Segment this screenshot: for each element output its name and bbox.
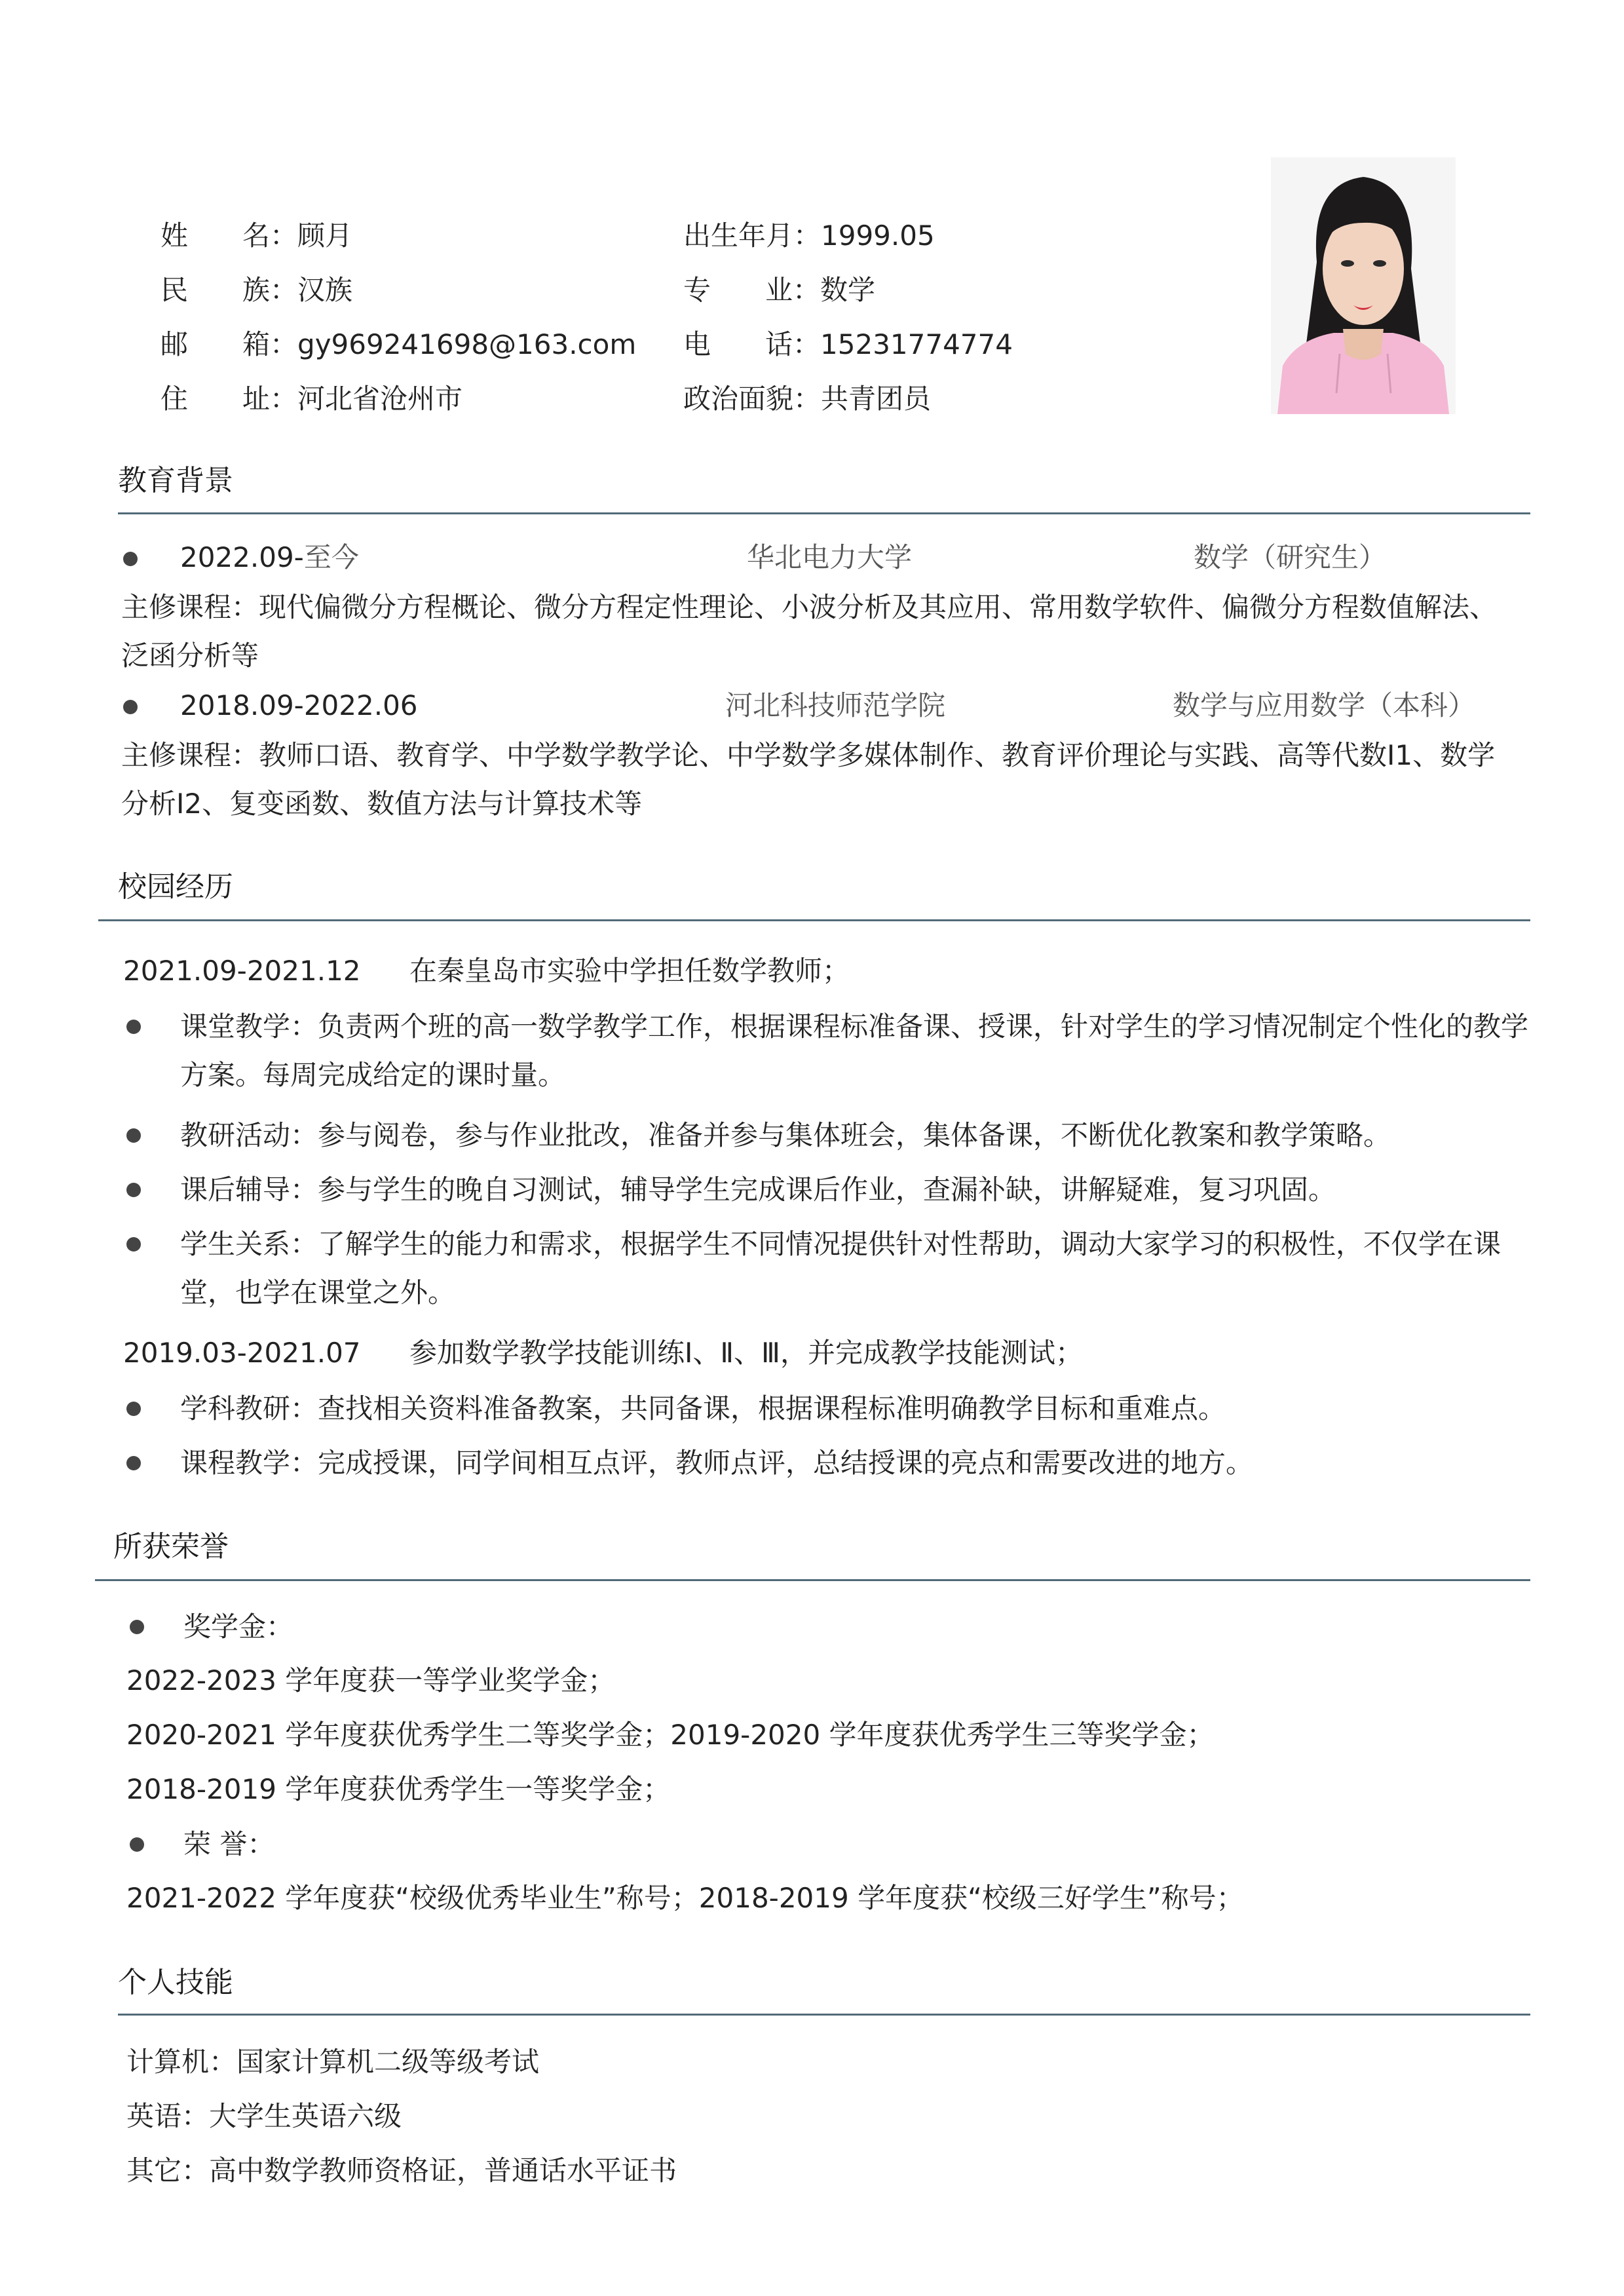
skills-heading: 个人技能: [118, 1966, 233, 1999]
exp-period: 2019.03-2021.07: [123, 1337, 361, 1369]
bullet-icon: [126, 1237, 141, 1252]
portrait-illustration: [1271, 157, 1456, 414]
exp-item: 课堂教学：负责两个班的高一数学教学工作，根据课程标准备课、授课，针对学生的学习情况制定个性化的教学方案。每周完成给定的课时量。: [180, 1010, 1529, 1091]
major-field: 业：数学: [765, 274, 876, 306]
scholarship-line: 2020-2021 学年度获优秀学生二等奖学金；2019-2020 学年度获优秀学生三等奖学金；: [126, 1719, 1215, 1751]
edu-period: 2018.09-2022.06: [180, 689, 418, 721]
exp-item: 课程教学：完成授课，同学间相互点评，教师点评，总结授课的亮点和需要改进的地方。: [180, 1447, 1254, 1479]
skill-item: 英语：大学生英语六级: [126, 2100, 402, 2132]
honor-line: 2021-2022 学年度获“校级优秀毕业生”称号；2018-2019 学年度获“校级三好学生”称号；: [126, 1882, 1244, 1914]
name-value: 顾月: [297, 220, 353, 252]
exp-item: 课后辅导：参与学生的晚自习测试，辅导学生完成课后作业，查漏补缺，讲解疑难，复习巩固。: [180, 1174, 1336, 1206]
edu-courses: 主修课程：教师口语、教育学、中学数学教学论、中学数学多媒体制作、教育评价理论与实践、高等代数Ⅰ1、数学分析Ⅰ2、复变函数、数值方法与计算技术等: [121, 739, 1496, 820]
exp-item: 学科教研：查找相关资料准备教案，共同备课，根据课程标准明确教学目标和重难点。: [180, 1392, 1226, 1425]
honor-label: 荣 誉：: [183, 1828, 275, 1860]
bullet-icon: [126, 1402, 141, 1416]
honors-divider: [95, 1579, 1530, 1581]
bullet-icon: [126, 1020, 141, 1034]
bullet-icon: [130, 1837, 144, 1852]
phone-field: 话：15231774774: [765, 328, 1013, 360]
edu-degree: 数学（研究生）: [1194, 541, 1387, 573]
skill-item: 其它：高中数学教师资格证，普通话水平证书: [126, 2154, 677, 2187]
bullet-icon: [130, 1620, 144, 1634]
bullet-icon: [123, 552, 138, 566]
email-field: 箱：gy969241698@163.com: [242, 328, 637, 360]
major-label: 专: [683, 274, 711, 306]
bullet-icon: [126, 1128, 141, 1143]
edu-degree: 数学与应用数学（本科）: [1173, 689, 1476, 721]
phone-value: 15231774774: [820, 328, 1013, 360]
address-label: 住: [161, 383, 189, 415]
ethnicity-field: 族：汉族: [242, 274, 353, 306]
name-label-2: 名：顾月: [242, 220, 353, 252]
ethnicity-label: 民: [161, 274, 189, 306]
edu-school: 河北科技师范学院: [725, 689, 946, 721]
honors-heading: 所获荣誉: [113, 1530, 229, 1563]
address-field: 址：河北省沧州市: [242, 383, 463, 415]
scholarship-line: 2022-2023 学年度获一等学业奖学金；: [126, 1664, 616, 1696]
education-divider: [118, 512, 1530, 514]
politics-value: 共青团员: [821, 383, 932, 415]
bullet-icon: [126, 1183, 141, 1197]
address-value: 河北省沧州市: [297, 383, 463, 415]
exp-title: 在秦皇岛市实验中学担任数学教师；: [409, 955, 850, 987]
exp-item: 教研活动：参与阅卷，参与作业批改，准备并参与集体班会，集体备课，不断优化教案和教学策略。: [180, 1119, 1391, 1151]
scholarship-label: 奖学金：: [183, 1611, 294, 1643]
edu-period: 2022.09-至今: [180, 541, 359, 573]
education-heading: 教育背景: [118, 464, 233, 497]
birth-field: 出生年月：1999.05: [683, 220, 935, 252]
edu-courses: 主修课程：现代偏微分方程概论、微分方程定性理论、小波分析及其应用、常用数学软件、偏微分方程数值解法、泛函分析等: [121, 591, 1498, 672]
profile-photo: [1271, 157, 1456, 414]
email-label: 邮: [161, 328, 189, 360]
campus-heading: 校园经历: [118, 870, 233, 904]
exp-item: 学生关系：了解学生的能力和需求，根据学生不同情况提供针对性帮助，调动大家学习的积极性，不仅学在课堂，也学在课堂之外。: [180, 1228, 1501, 1309]
phone-label: 电: [683, 328, 711, 360]
ethnicity-value: 汉族: [297, 274, 353, 306]
scholarship-line: 2018-2019 学年度获优秀学生一等奖学金；: [126, 1773, 671, 1805]
bullet-icon: [126, 1456, 141, 1470]
politics-field: 政治面貌：共青团员: [683, 383, 932, 415]
birth-value: 1999.05: [821, 220, 935, 252]
edu-school: 华北电力大学: [747, 541, 913, 573]
name-label: 姓: [161, 220, 189, 252]
exp-title: 参加数学教学技能训练Ⅰ、Ⅱ、Ⅲ，并完成教学技能测试；: [409, 1337, 1084, 1369]
skill-item: 计算机：国家计算机二级等级考试: [126, 2046, 540, 2078]
major-value: 数学: [820, 274, 876, 306]
campus-divider: [98, 919, 1530, 921]
email-value: gy969241698@163.com: [297, 328, 637, 360]
skills-divider: [118, 2014, 1530, 2016]
bullet-icon: [123, 700, 138, 714]
exp-period: 2021.09-2021.12: [123, 955, 361, 987]
